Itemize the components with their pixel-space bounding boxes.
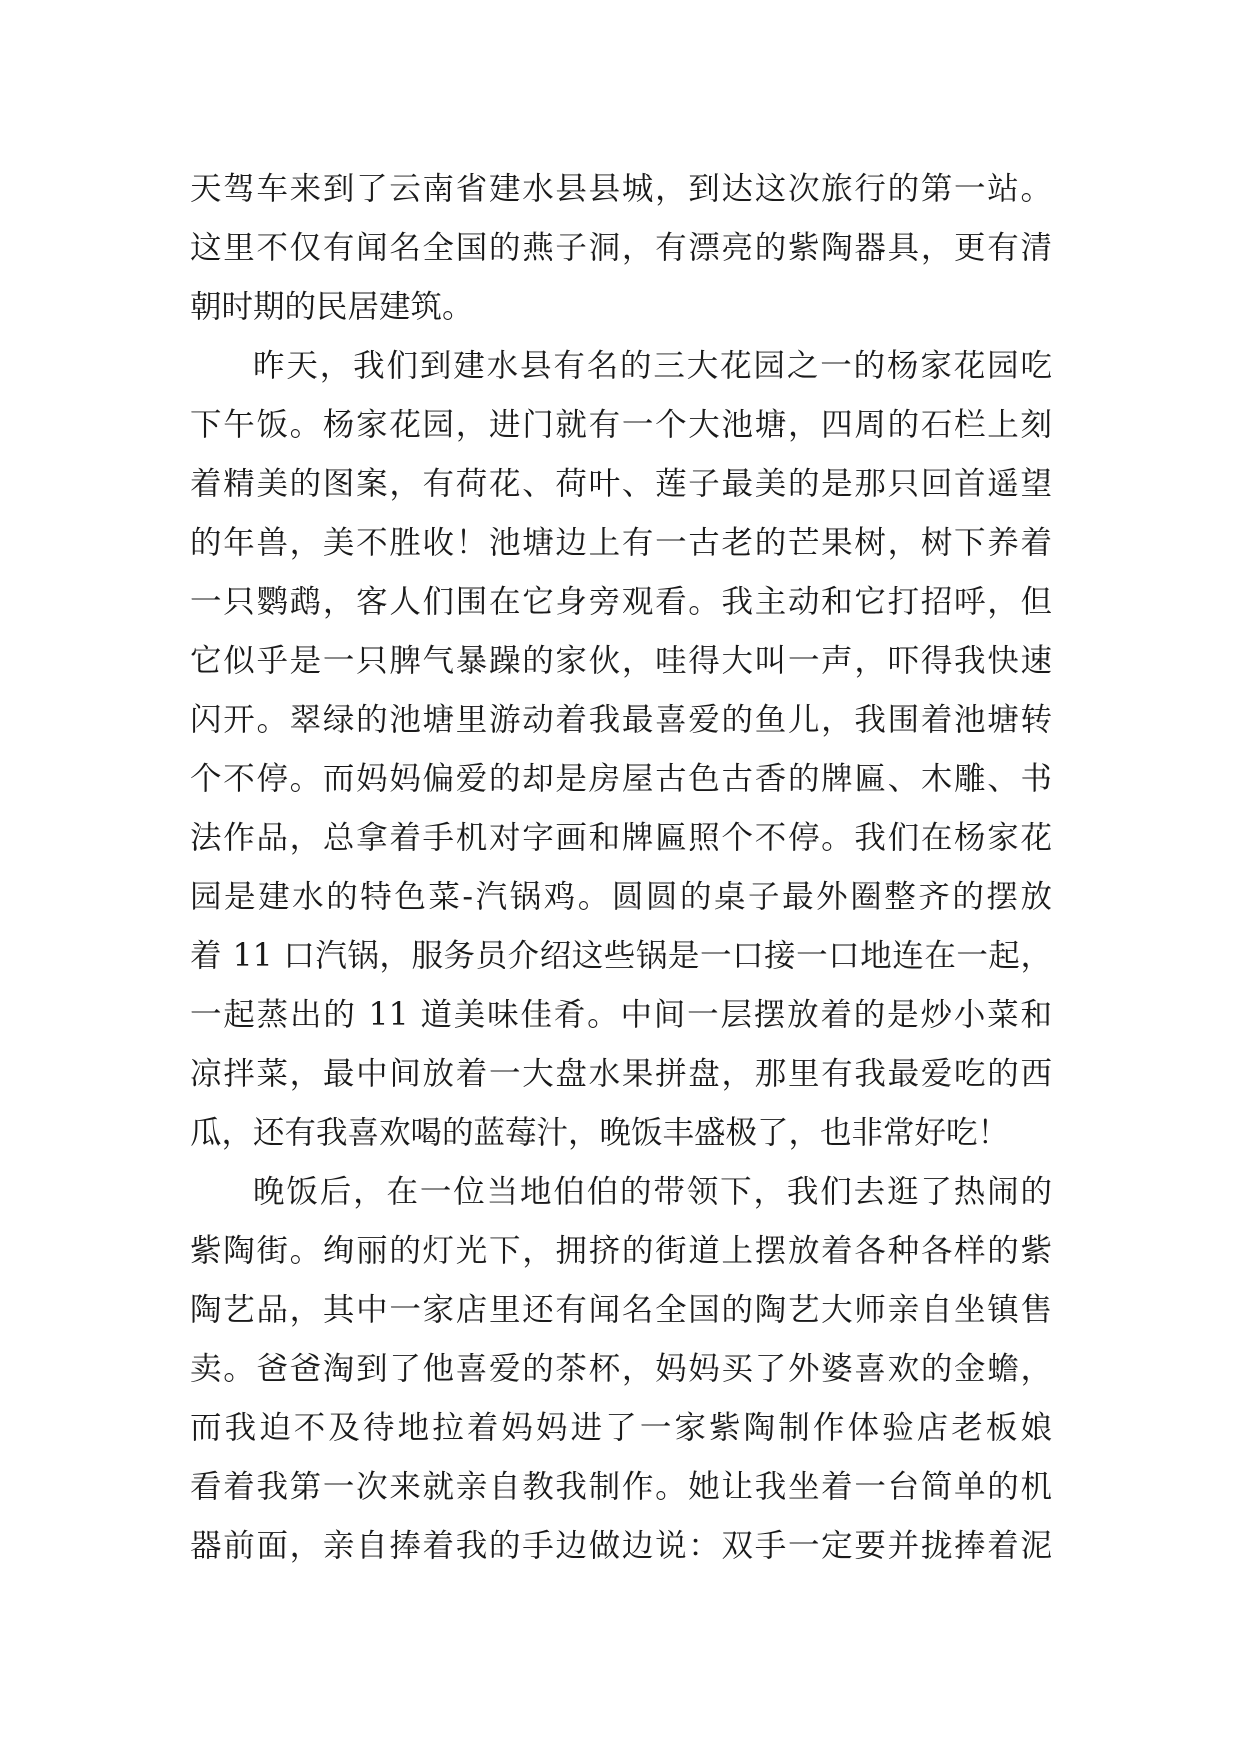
text-line: 闪开。翠绿的池塘里游动着我最喜爱的鱼儿，我围着池塘转 (190, 702, 1052, 738)
text-line: 一只鹦鹉，客人们围在它身旁观看。我主动和它打招呼，但 (190, 584, 1052, 620)
text-line: 器前面，亲自捧着我的手边做边说：双手一定要并拢捧着泥 (190, 1528, 1052, 1564)
text-line: 这里不仅有闻名全国的燕子洞，有漂亮的紫陶器具，更有清 (190, 230, 1052, 266)
text-line: 个不停。而妈妈偏爱的却是房屋古色古香的牌匾、木雕、书 (190, 761, 1052, 797)
text-line: 下午饭。杨家花园，进门就有一个大池塘，四周的石栏上刻 (190, 407, 1052, 443)
text-line: 天驾车来到了云南省建水县县城，到达这次旅行的第一站。 (190, 171, 1052, 207)
text-line: 着精美的图案，有荷花、荷叶、莲子最美的是那只回首遥望 (190, 466, 1052, 502)
text-line: 卖。爸爸淘到了他喜爱的茶杯，妈妈买了外婆喜欢的金蟾， (190, 1351, 1052, 1387)
text-line: 法作品，总拿着手机对字画和牌匾照个不停。我们在杨家花 (190, 820, 1052, 856)
text-line: 而我迫不及待地拉着妈妈进了一家紫陶制作体验店老板娘 (190, 1410, 1052, 1446)
text-line: 陶艺品，其中一家店里还有闻名全国的陶艺大师亲自坐镇售 (190, 1292, 1052, 1328)
text-line: 它似乎是一只脾气暴躁的家伙，哇得大叫一声，吓得我快速 (190, 643, 1052, 679)
text-line: 一起蒸出的 11 道美味佳肴。中间一层摆放着的是炒小菜和 (190, 997, 1052, 1033)
document-body (190, 160, 1052, 1576)
text-line: 昨天，我们到建水县有名的三大花园之一的杨家花园吃 (253, 348, 1052, 384)
text-line: 晚饭后，在一位当地伯伯的带领下，我们去逛了热闹的 (253, 1174, 1052, 1210)
text-line: 紫陶街。绚丽的灯光下，拥挤的街道上摆放着各种各样的紫 (190, 1233, 1052, 1269)
text-line: 着 11 口汽锅，服务员介绍这些锅是一口接一口地连在一起， (190, 938, 1052, 974)
text-line: 园是建水的特色菜-汽锅鸡。圆圆的桌子最外圈整齐的摆放 (190, 879, 1052, 915)
text-line: 的年兽，美不胜收！池塘边上有一古老的芒果树，树下养着 (190, 525, 1052, 561)
text-line: 凉拌菜，最中间放着一大盘水果拼盘，那里有我最爱吃的西 (190, 1056, 1052, 1092)
text-line: 朝时期的民居建筑。 (190, 289, 474, 325)
text-line: 看着我第一次来就亲自教我制作。她让我坐着一台简单的机 (190, 1469, 1052, 1505)
text-line: 瓜，还有我喜欢喝的蓝莓汁，晚饭丰盛极了，也非常好吃！ (190, 1115, 1010, 1151)
